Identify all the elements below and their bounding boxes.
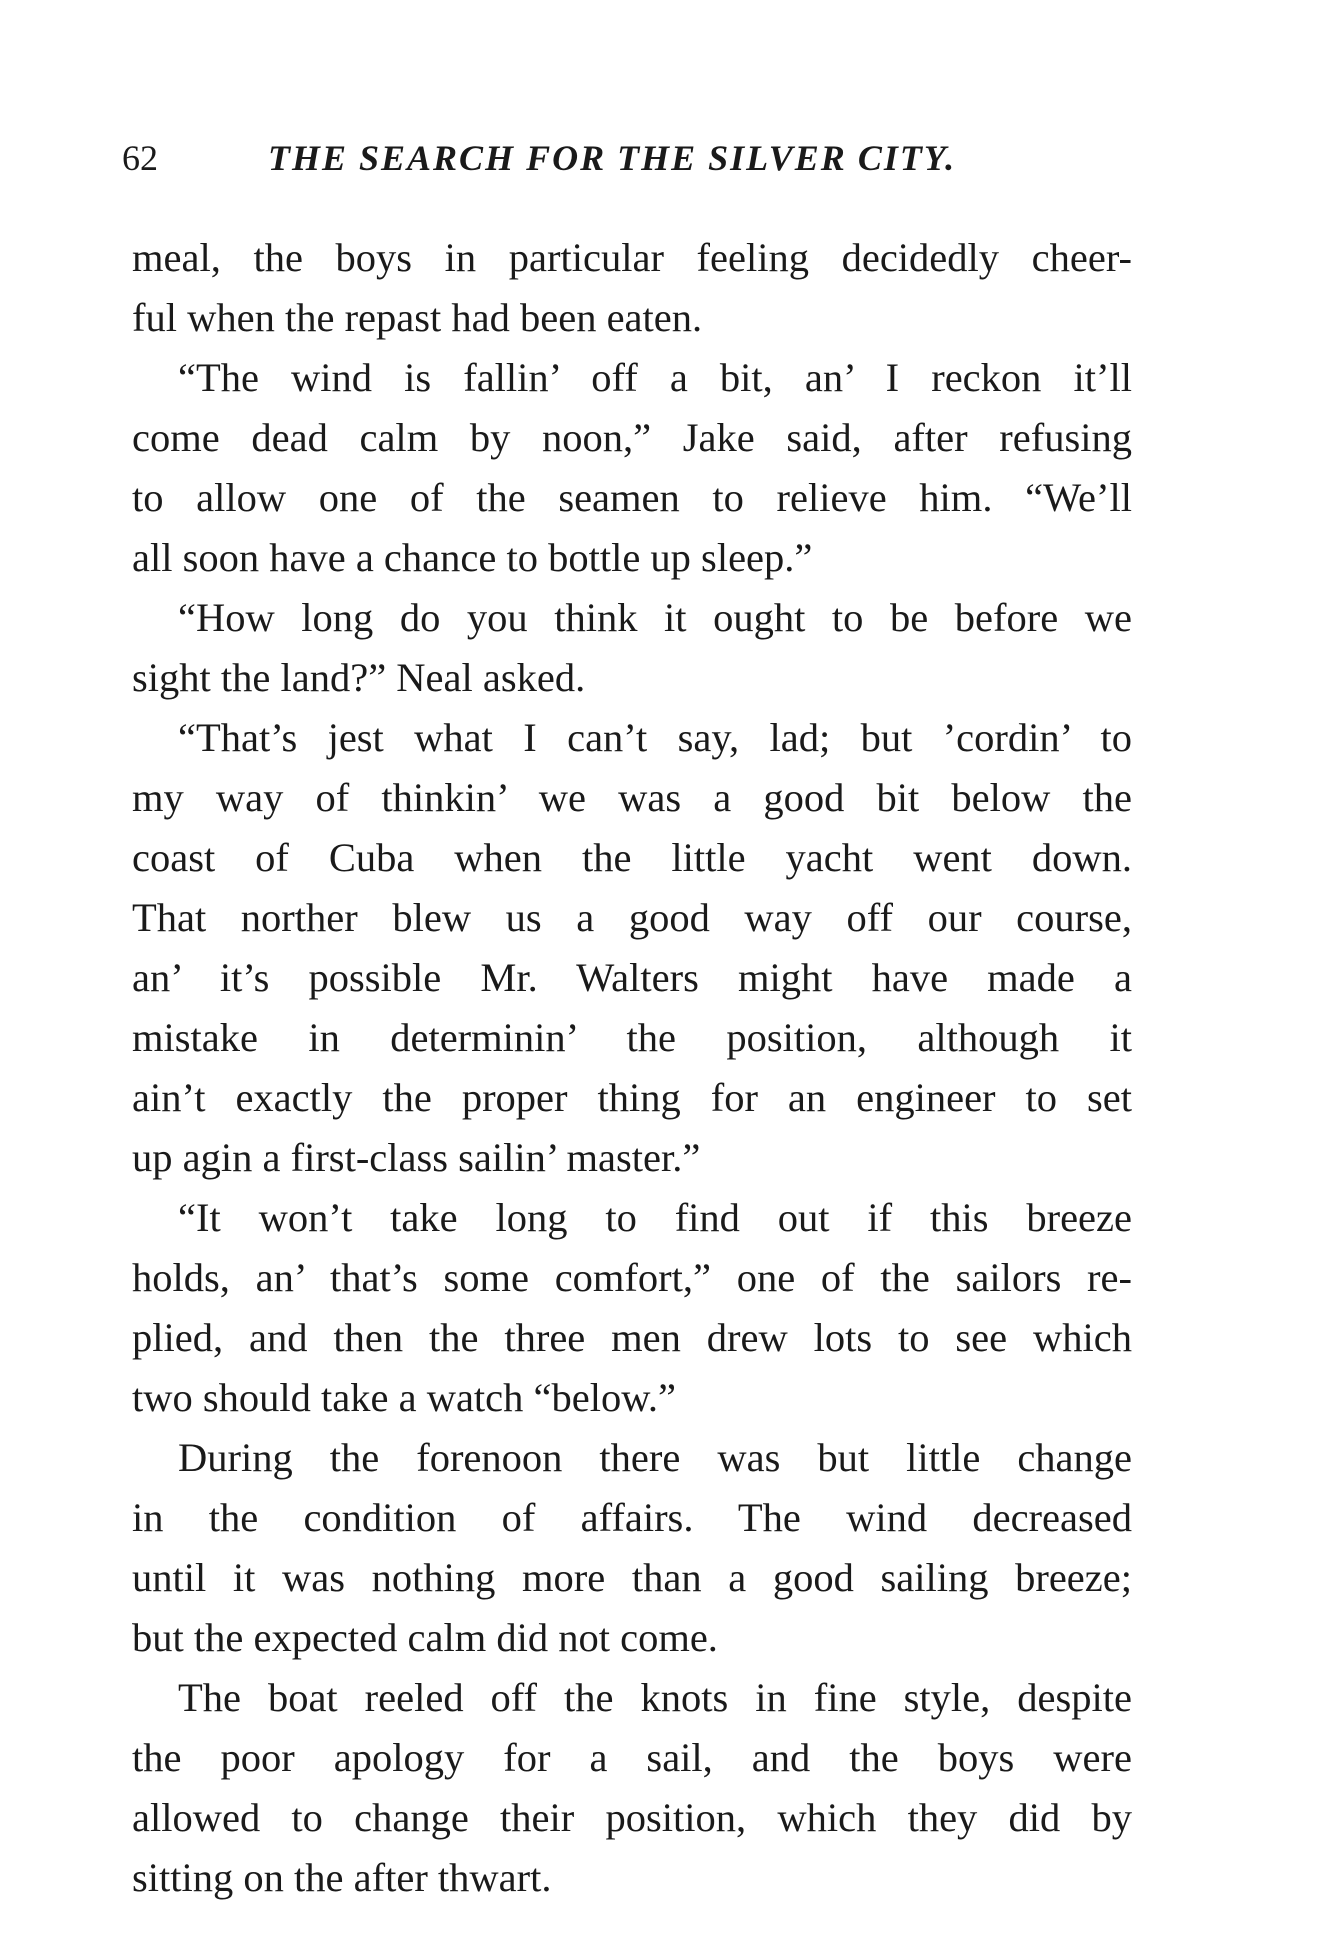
text-line: come dead calm by noon,” Jake said, after refusing: [132, 415, 1132, 460]
text-line: two should take a watch “below.”: [132, 1375, 676, 1420]
text-line: meal, the boys in particular feeling decidedly cheer-: [132, 235, 1132, 280]
paragraph: [132, 228, 1132, 348]
text-line: an’ it’s possible Mr. Walters might have made a: [132, 955, 1132, 1000]
paragraph: [132, 708, 1132, 1188]
paragraph: [132, 348, 1132, 588]
text-line: allowed to change their position, which they did by: [132, 1795, 1132, 1840]
text-line: mistake in determinin’ the position, although it: [132, 1015, 1132, 1060]
paragraph: [132, 588, 1132, 708]
text-line: coast of Cuba when the little yacht went down.: [132, 835, 1132, 880]
text-line: in the condition of affairs. The wind decreased: [132, 1495, 1132, 1540]
text-line: “It won’t take long to find out if this breeze: [178, 1195, 1132, 1240]
running-title: THE SEARCH FOR THE SILVER CITY.: [268, 138, 957, 178]
paragraph: [132, 1668, 1132, 1908]
text-line: plied, and then the three men drew lots to see which: [132, 1315, 1132, 1360]
text-line: ful when the repast had been eaten.: [132, 295, 703, 340]
text-line: my way of thinkin’ we was a good bit below the: [132, 775, 1132, 820]
text-line: sitting on the after thwart.: [132, 1855, 552, 1900]
text-line: holds, an’ that’s some comfort,” one of the sailors re-: [132, 1255, 1132, 1300]
text-line: The boat reeled off the knots in fine style, despite: [178, 1675, 1132, 1720]
text-line: until it was nothing more than a good sailing breeze;: [132, 1555, 1132, 1600]
text-line: “How long do you think it ought to be before we: [178, 595, 1132, 640]
paragraph: [132, 1428, 1132, 1668]
text-line: all soon have a chance to bottle up sleep.”: [132, 535, 813, 580]
text-line: up agin a first-class sailin’ master.”: [132, 1135, 701, 1180]
page-number: 62: [122, 138, 158, 178]
body-text: [132, 228, 1132, 1908]
text-line: “The wind is fallin’ off a bit, an’ I reckon it’ll: [178, 355, 1132, 400]
text-line: to allow one of the seamen to relieve him. “We’ll: [132, 475, 1132, 520]
text-line: the poor apology for a sail, and the boys were: [132, 1735, 1132, 1780]
text-line: but the expected calm did not come.: [132, 1615, 718, 1660]
paragraph: [132, 1188, 1132, 1428]
text-line: ain’t exactly the proper thing for an engineer to set: [132, 1075, 1132, 1120]
text-line: During the forenoon there was but little change: [178, 1435, 1132, 1480]
text-line: sight the land?” Neal asked.: [132, 655, 586, 700]
running-head: [122, 128, 1122, 188]
text-line: That norther blew us a good way off our course,: [132, 895, 1132, 940]
text-line: “That’s jest what I can’t say, lad; but ’cordin’ to: [178, 715, 1132, 760]
